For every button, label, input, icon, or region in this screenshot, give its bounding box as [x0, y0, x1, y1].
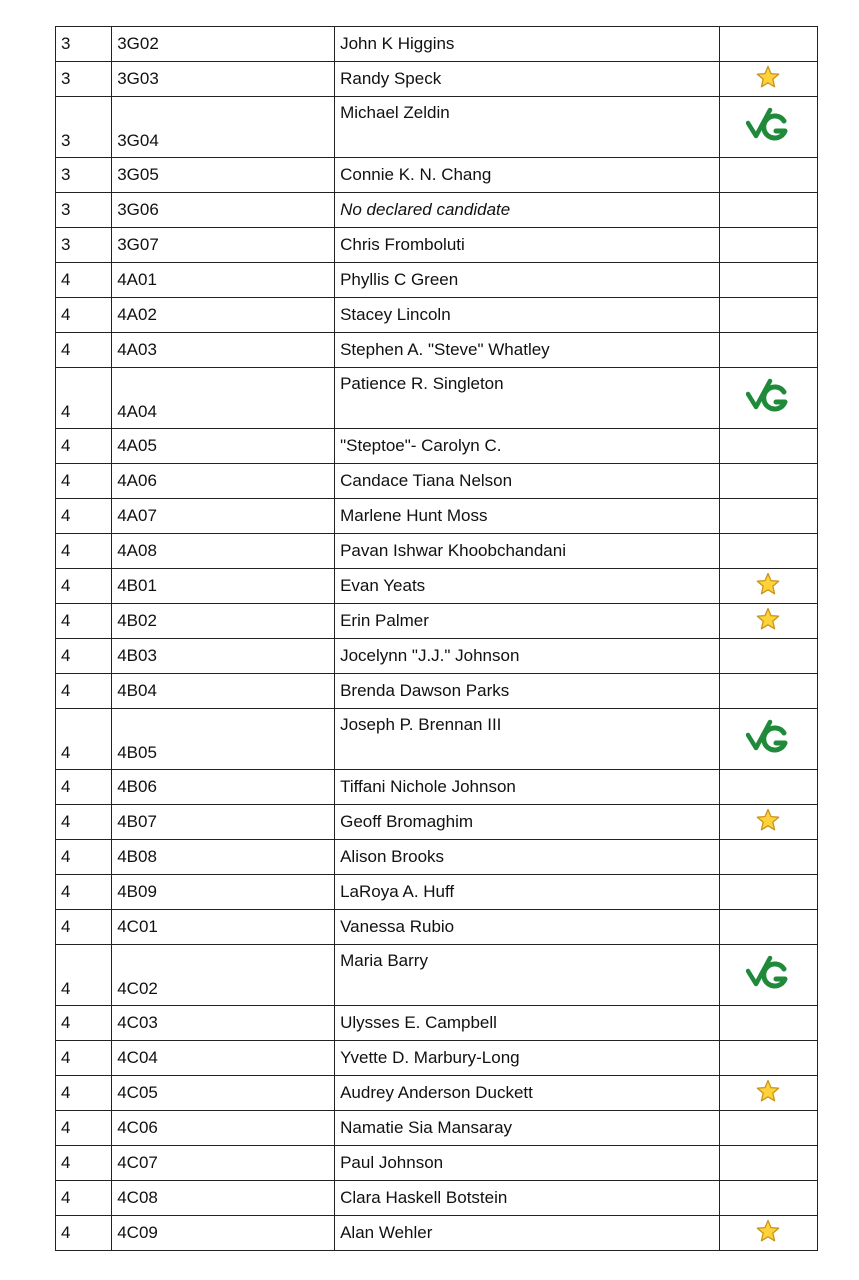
candidate-name-cell: Jocelynn "J.J." Johnson: [335, 639, 720, 674]
candidate-name-cell: Audrey Anderson Duckett: [335, 1076, 720, 1111]
smd-cell: 4B01: [112, 569, 335, 604]
endorsement-cell: [719, 193, 817, 228]
candidate-name-cell: Phyllis C Green: [335, 263, 720, 298]
ward-cell: 4: [56, 1076, 112, 1111]
candidate-name-cell: Clara Haskell Botstein: [335, 1181, 720, 1216]
endorsement-cell: [719, 770, 817, 805]
smd-cell: 4A05: [112, 429, 335, 464]
candidate-name-cell: Geoff Bromaghim: [335, 805, 720, 840]
table-row: [56, 228, 818, 263]
ward-cell: 3: [56, 228, 112, 263]
table-row: [56, 840, 818, 875]
ward-cell: 4: [56, 604, 112, 639]
ward-cell: 3: [56, 62, 112, 97]
ward-cell: 4: [56, 534, 112, 569]
table-row: [56, 464, 818, 499]
endorsement-cell: [719, 429, 817, 464]
ward-cell: 4: [56, 499, 112, 534]
table-row: [56, 1076, 818, 1111]
star-icon: [756, 1079, 780, 1103]
candidate-name-cell: Michael Zeldin: [335, 97, 720, 158]
smd-cell: 4B07: [112, 805, 335, 840]
smd-cell: 4B06: [112, 770, 335, 805]
ward-cell: 3: [56, 158, 112, 193]
candidate-name-cell: Marlene Hunt Moss: [335, 499, 720, 534]
smd-cell: 4A02: [112, 298, 335, 333]
smd-cell: 4A07: [112, 499, 335, 534]
table-row: [56, 62, 818, 97]
endorsement-cell: [719, 910, 817, 945]
candidate-table: [55, 26, 818, 1251]
table-row: [56, 158, 818, 193]
ward-cell: 4: [56, 1006, 112, 1041]
table-row: [56, 639, 818, 674]
candidate-name-cell: Namatie Sia Mansaray: [335, 1111, 720, 1146]
candidate-name-cell: Chris Fromboluti: [335, 228, 720, 263]
ward-cell: 4: [56, 770, 112, 805]
candidate-name-cell: Tiffani Nichole Johnson: [335, 770, 720, 805]
ward-cell: 4: [56, 910, 112, 945]
candidate-name-cell: Evan Yeats: [335, 569, 720, 604]
endorsement-cell: [719, 805, 817, 840]
candidate-table-body: [56, 27, 818, 1251]
smd-cell: 4A06: [112, 464, 335, 499]
endorsement-cell: [719, 368, 817, 429]
endorsement-cell: [719, 674, 817, 709]
endorsement-cell: [719, 840, 817, 875]
smd-cell: 3G04: [112, 97, 335, 158]
candidate-name-cell: Connie K. N. Chang: [335, 158, 720, 193]
vg-check-icon: [746, 106, 790, 144]
ward-cell: 4: [56, 709, 112, 770]
ward-cell: 4: [56, 805, 112, 840]
table-row: [56, 1041, 818, 1076]
table-row: [56, 805, 818, 840]
ward-cell: 4: [56, 429, 112, 464]
endorsement-cell: [719, 1216, 817, 1251]
endorsement-cell: [719, 945, 817, 1006]
table-row: [56, 1216, 818, 1251]
candidate-name-cell: Pavan Ishwar Khoobchandani: [335, 534, 720, 569]
table-row: [56, 263, 818, 298]
smd-cell: 4A08: [112, 534, 335, 569]
smd-cell: 4C03: [112, 1006, 335, 1041]
smd-cell: 4C08: [112, 1181, 335, 1216]
candidate-name-cell: Alison Brooks: [335, 840, 720, 875]
ward-cell: 4: [56, 368, 112, 429]
candidate-name-cell: Alan Wehler: [335, 1216, 720, 1251]
table-row: [56, 97, 818, 158]
ward-cell: 4: [56, 263, 112, 298]
table-row: [56, 193, 818, 228]
endorsement-cell: [719, 1076, 817, 1111]
candidate-name-cell: Stephen A. "Steve" Whatley: [335, 333, 720, 368]
candidate-name-cell: Candace Tiana Nelson: [335, 464, 720, 499]
candidate-name-cell: Randy Speck: [335, 62, 720, 97]
candidate-name-cell: No declared candidate: [335, 193, 720, 228]
candidate-name-cell: Ulysses E. Campbell: [335, 1006, 720, 1041]
table-row: [56, 1181, 818, 1216]
vg-check-icon: [746, 377, 790, 415]
endorsement-cell: [719, 604, 817, 639]
table-row: [56, 569, 818, 604]
endorsement-cell: [719, 1006, 817, 1041]
smd-cell: 3G05: [112, 158, 335, 193]
endorsement-cell: [719, 499, 817, 534]
smd-cell: 3G06: [112, 193, 335, 228]
candidate-name-cell: Joseph P. Brennan III: [335, 709, 720, 770]
endorsement-cell: [719, 333, 817, 368]
endorsement-cell: [719, 464, 817, 499]
ward-cell: 3: [56, 27, 112, 62]
ward-cell: 4: [56, 1181, 112, 1216]
ward-cell: 3: [56, 193, 112, 228]
table-row: [56, 499, 818, 534]
smd-cell: 4C06: [112, 1111, 335, 1146]
star-icon: [756, 808, 780, 832]
smd-cell: 4C07: [112, 1146, 335, 1181]
endorsement-cell: [719, 97, 817, 158]
endorsement-cell: [719, 1181, 817, 1216]
ward-cell: 3: [56, 97, 112, 158]
table-row: [56, 298, 818, 333]
smd-cell: 4B09: [112, 875, 335, 910]
endorsement-cell: [719, 1111, 817, 1146]
smd-cell: 4A04: [112, 368, 335, 429]
endorsement-cell: [719, 228, 817, 263]
table-row: [56, 333, 818, 368]
candidate-name-cell: Brenda Dawson Parks: [335, 674, 720, 709]
table-row: [56, 709, 818, 770]
table-row: [56, 674, 818, 709]
table-row: [56, 1146, 818, 1181]
ward-cell: 4: [56, 464, 112, 499]
table-row: [56, 1111, 818, 1146]
ward-cell: 4: [56, 1111, 112, 1146]
endorsement-cell: [719, 639, 817, 674]
smd-cell: 4C01: [112, 910, 335, 945]
endorsement-cell: [719, 263, 817, 298]
smd-cell: 4C04: [112, 1041, 335, 1076]
smd-cell: 4B04: [112, 674, 335, 709]
endorsement-cell: [719, 1146, 817, 1181]
candidate-name-cell: Stacey Lincoln: [335, 298, 720, 333]
candidate-name-cell: Vanessa Rubio: [335, 910, 720, 945]
endorsement-cell: [719, 569, 817, 604]
candidate-name-cell: Yvette D. Marbury-Long: [335, 1041, 720, 1076]
endorsement-cell: [719, 27, 817, 62]
smd-cell: 4B05: [112, 709, 335, 770]
table-row: [56, 945, 818, 1006]
smd-cell: 4B08: [112, 840, 335, 875]
star-icon: [756, 65, 780, 89]
endorsement-cell: [719, 709, 817, 770]
star-icon: [756, 572, 780, 596]
endorsement-cell: [719, 1041, 817, 1076]
smd-cell: 4C02: [112, 945, 335, 1006]
candidate-name-cell: Patience R. Singleton: [335, 368, 720, 429]
endorsement-cell: [719, 534, 817, 569]
candidate-name-cell: Maria Barry: [335, 945, 720, 1006]
smd-cell: 3G07: [112, 228, 335, 263]
ward-cell: 4: [56, 674, 112, 709]
candidate-name-cell: Paul Johnson: [335, 1146, 720, 1181]
endorsement-cell: [719, 875, 817, 910]
endorsement-cell: [719, 158, 817, 193]
ward-cell: 4: [56, 840, 112, 875]
ward-cell: 4: [56, 333, 112, 368]
smd-cell: 3G03: [112, 62, 335, 97]
smd-cell: 4C05: [112, 1076, 335, 1111]
candidate-name-cell: "Steptoe"- Carolyn C.: [335, 429, 720, 464]
ward-cell: 4: [56, 298, 112, 333]
ward-cell: 4: [56, 1041, 112, 1076]
smd-cell: 4C09: [112, 1216, 335, 1251]
candidate-name-cell: John K Higgins: [335, 27, 720, 62]
star-icon: [756, 607, 780, 631]
smd-cell: 4B02: [112, 604, 335, 639]
smd-cell: 3G02: [112, 27, 335, 62]
vg-check-icon: [746, 954, 790, 992]
table-row: [56, 875, 818, 910]
ward-cell: 4: [56, 1146, 112, 1181]
candidate-name-cell: LaRoya A. Huff: [335, 875, 720, 910]
table-row: [56, 27, 818, 62]
endorsement-cell: [719, 62, 817, 97]
table-row: [56, 1006, 818, 1041]
table-row: [56, 770, 818, 805]
smd-cell: 4A01: [112, 263, 335, 298]
smd-cell: 4A03: [112, 333, 335, 368]
ward-cell: 4: [56, 945, 112, 1006]
endorsement-cell: [719, 298, 817, 333]
ward-cell: 4: [56, 639, 112, 674]
table-row: [56, 910, 818, 945]
table-row: [56, 604, 818, 639]
table-row: [56, 429, 818, 464]
table-row: [56, 534, 818, 569]
ward-cell: 4: [56, 569, 112, 604]
table-row: [56, 368, 818, 429]
star-icon: [756, 1219, 780, 1243]
ward-cell: 4: [56, 875, 112, 910]
candidate-name-cell: Erin Palmer: [335, 604, 720, 639]
ward-cell: 4: [56, 1216, 112, 1251]
smd-cell: 4B03: [112, 639, 335, 674]
vg-check-icon: [746, 718, 790, 756]
